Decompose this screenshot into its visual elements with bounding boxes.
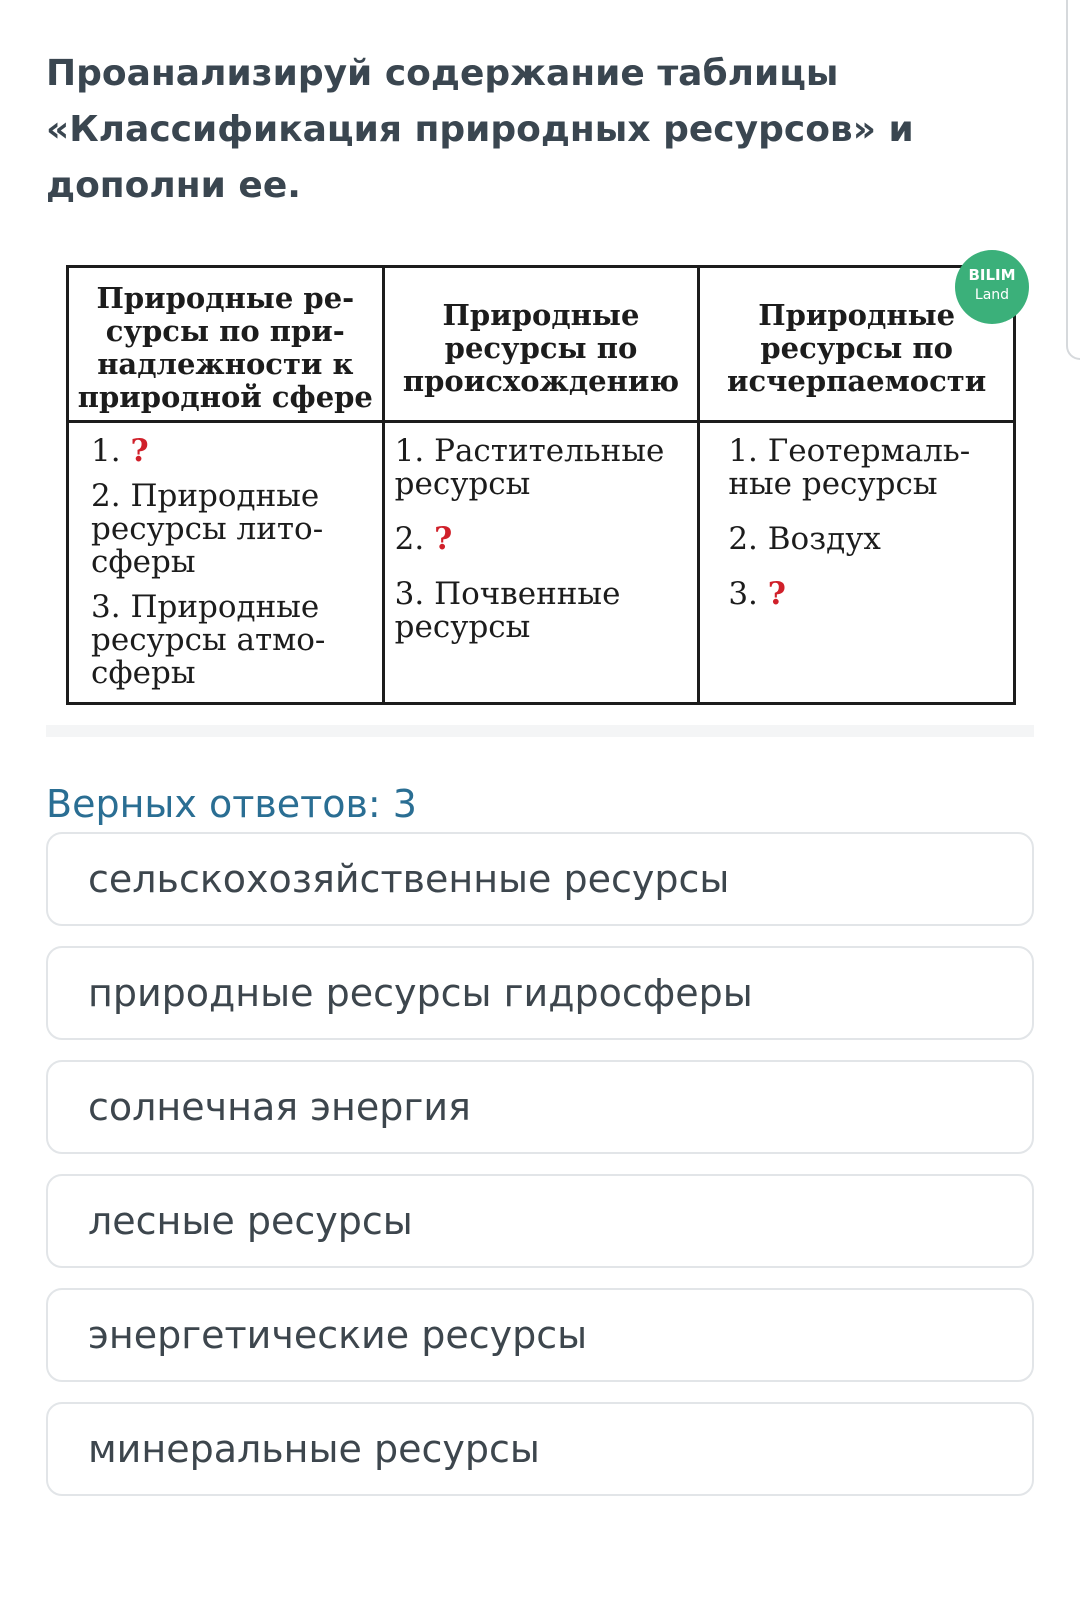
list-item: 2. ?	[394, 521, 453, 557]
header-origin: Природные ресурсы по происхождению	[383, 267, 699, 422]
answer-option-6[interactable]: минеральные ресурсы	[46, 1402, 1034, 1496]
list-item: 1. ?	[91, 433, 149, 469]
answer-option-3[interactable]: солнечная энергия	[46, 1060, 1034, 1154]
classification-table	[66, 265, 1016, 699]
cell-sphere	[68, 422, 384, 704]
cell-origin	[383, 422, 699, 704]
header-sphere: Природные ре-сурсы по при-надлежности к природной сфере	[68, 267, 384, 422]
answer-option-1[interactable]: сельскохозяйственные ресурсы	[46, 832, 1034, 926]
list-item: 2. Воздух	[728, 521, 881, 557]
missing-mark: ?	[130, 433, 149, 469]
correct-answers-count: Верных ответов: 3	[46, 782, 417, 826]
answer-options	[46, 832, 1034, 1516]
cell-exhaustibility	[699, 422, 1015, 704]
missing-mark: ?	[434, 521, 453, 557]
list-item: 3. Почвенные ресурсы	[394, 576, 621, 645]
bilimland-logo-badge: BILIM Land	[955, 250, 1029, 324]
answer-option-4[interactable]: лесные ресурсы	[46, 1174, 1034, 1268]
list-item: 3. Природные ресурсы атмо-сферы	[91, 589, 326, 691]
missing-mark: ?	[767, 576, 786, 612]
list-item: 3. ?	[728, 576, 786, 612]
answer-option-5[interactable]: энергетические ресурсы	[46, 1288, 1034, 1382]
list-item: 2. Природные ресурсы лито-сферы	[91, 478, 324, 580]
scroll-edge	[1066, 0, 1080, 360]
header-exhaustibility: Природные ресурсы по исчерпаемости	[699, 267, 1015, 422]
answer-option-2[interactable]: природные ресурсы гидросферы	[46, 946, 1034, 1040]
question-text: Проанализируй содержание таблицы «Классификация природных ресурсов» и дополни ее.	[46, 53, 914, 206]
section-divider	[46, 725, 1034, 737]
list-item: 1. Растительные ресурсы	[394, 433, 665, 502]
list-item: 1. Геотермаль-ные ресурсы	[728, 433, 971, 502]
